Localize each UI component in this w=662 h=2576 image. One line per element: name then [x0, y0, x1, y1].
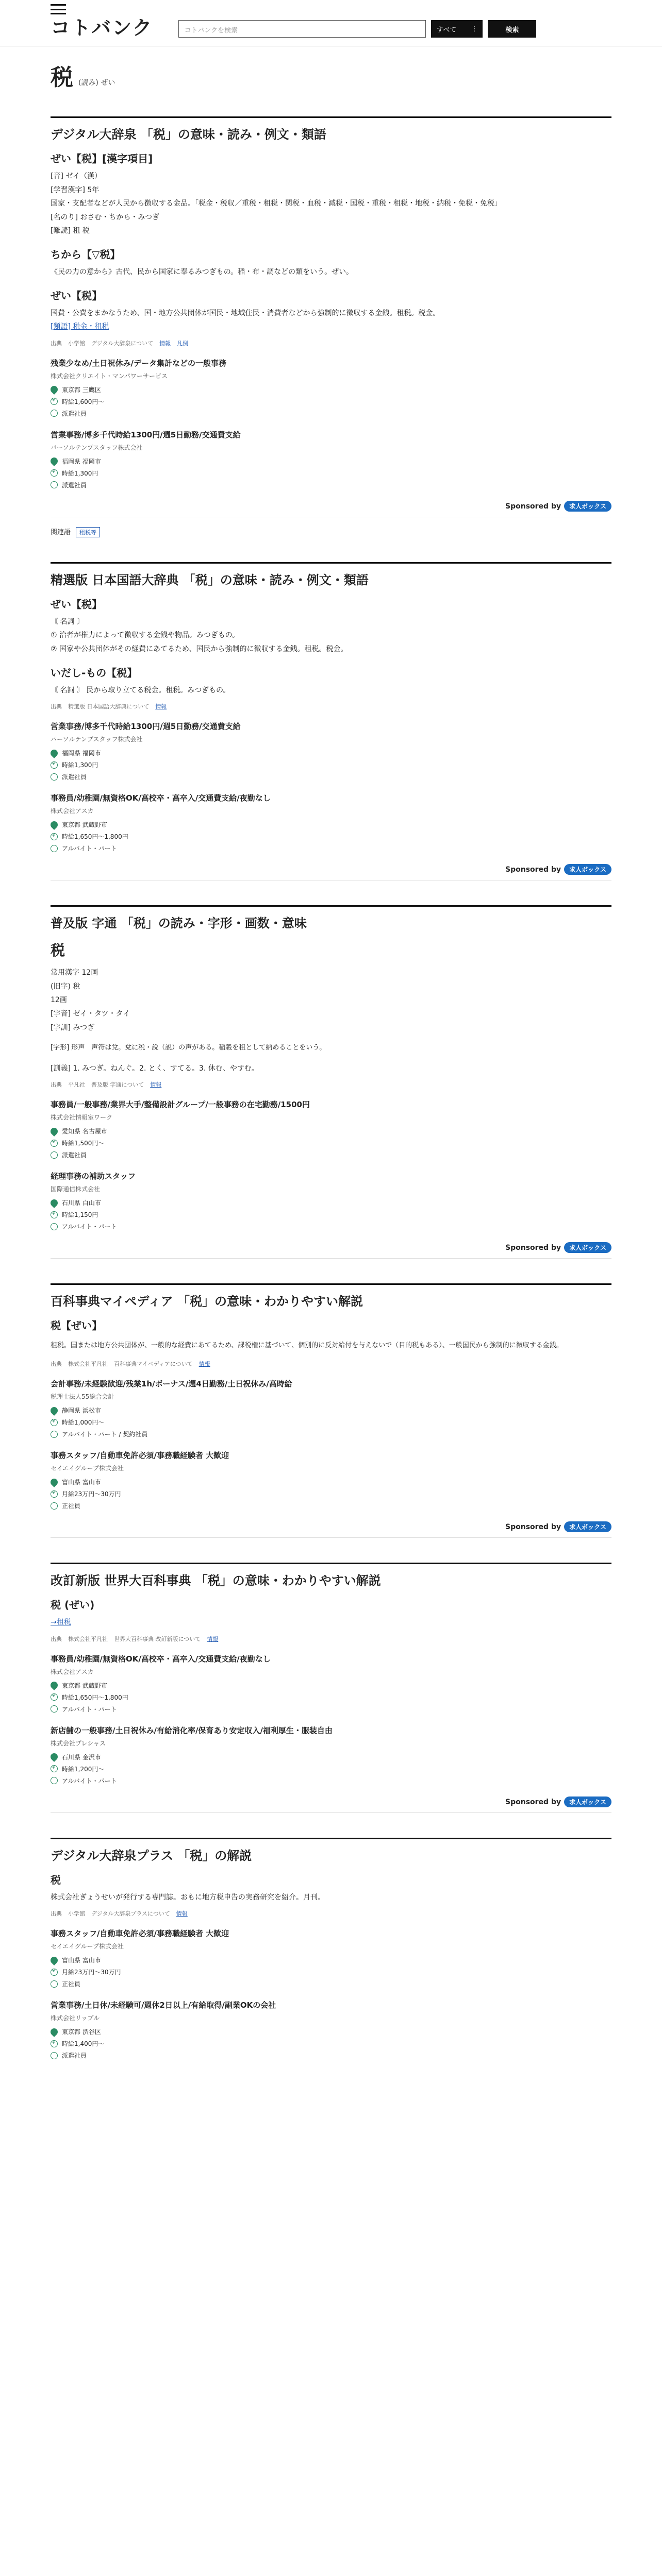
- source-line: 出典 小学館 デジタル大辞泉プラスについて 情報: [51, 1910, 188, 1918]
- location-icon: [49, 1680, 59, 1690]
- yen-icon: [51, 469, 58, 477]
- entry-line: 《民の力の意から》古代、民から国家に奉るみつぎもの。稲・布・調などの類をいう。ぜい。: [51, 267, 354, 276]
- employment-icon: [51, 1431, 58, 1438]
- job-item[interactable]: 事務員/一般事務/業界大手/整備設計グループ/一般事務の在宅勤務/1500円 株式会社情報室ワーク 愛知県 名古屋市 ¥ 時給1,500円〜 派遣社員: [51, 1099, 611, 1159]
- main-content: [0, 59, 662, 2102]
- entry-line: [学習漢字] 5年: [51, 185, 100, 194]
- site-header: [0, 0, 662, 46]
- employment-icon: [51, 2052, 58, 2059]
- job-item[interactable]: 事務員/幼稚園/無資格OK/高校卒・高卒入/交通費支給/夜勤なし 株式会社アスカ 東京都 武蔵野市 ¥ 時給1,650円〜1,800円 アルバイト・パート: [51, 1653, 611, 1714]
- word-reading: (読み) ぜい: [78, 79, 115, 87]
- related-words: 関連語 租税等: [51, 527, 611, 537]
- job-item[interactable]: 会計事務/未経験歓迎/残業1h/ボーナス/週4日勤務/土日祝休み/高時給 税理士法人55総合会計 静岡県 浜松市 ¥ 時給1,000円〜 アルバイト・パート / 契約社員: [51, 1378, 611, 1438]
- job-list: [51, 1099, 611, 1231]
- dict-section: [51, 116, 611, 537]
- dict-section: 精選版 日本国語大辞典 「税」の意味・読み・例文・類語 ぜい【税】 〘 名詞 〙 ① 治者が権力によって徴収する金銭や物品。みつぎもの。 ② 国家や公共団体がその経費にあてるため、国民から強制的に徴収する金銭。租税。税金。 いだし-もの【税】 〘 名詞 〙 民から取り立てる税金。租税。みつぎもの。 出典 精選版 日本国語大辞典について 情報 営業事務/博多千代時給1300円/週5日勤務/交通費支給 パーソルテンプスタッフ株式会社 福岡県 福岡市 ¥ 時給1,300円 派遣社員 事務員/幼稚園/無資格OK/高校卒・高卒入/交通費支給/夜勤なし 株式会社アスカ 東京都 武蔵野市 ¥ 時給1,650円〜1,800円 アルバイト・パート Sponsored by 求人ボックス: [51, 562, 611, 880]
- employment-icon: [51, 1705, 58, 1713]
- location-icon: [49, 456, 59, 466]
- job-item[interactable]: 事務員/幼稚園/無資格OK/高校卒・高卒入/交通費支給/夜勤なし 株式会社アスカ 東京都 武蔵野市 ¥ 時給1,650円〜1,800円 アルバイト・パート: [51, 792, 611, 853]
- entry-heading: 税: [51, 1873, 61, 1886]
- entry-line: [難読] 租 税: [51, 227, 90, 235]
- entry-heading: ぜい【税】: [51, 289, 102, 302]
- entry-line: [音] ゼイ（漢）: [51, 172, 102, 180]
- yen-icon: [51, 2040, 58, 2047]
- dict-title: 改訂新版 世界大百科事典 「税」の意味・わかりやすい解説: [51, 1573, 381, 1588]
- entry-line[interactable]: [類語] 税金・租税: [51, 323, 109, 331]
- job-item[interactable]: 営業事務/博多千代時給1300円/週5日勤務/交通費支給 パーソルテンプスタッフ株式会社 福岡県 福岡市 ¥ 時給1,300円 派遣社員: [51, 429, 611, 489]
- see-also-link[interactable]: →租税: [51, 1618, 71, 1627]
- yen-icon: [51, 833, 58, 840]
- location-icon: [49, 1198, 59, 1208]
- location-icon: [49, 1752, 59, 1762]
- source-line: 出典 株式会社平凡社 世界大百科事典 改訂新版について 情報: [51, 1635, 219, 1642]
- dict-section: デジタル大辞泉プラス 「税」の解説 税 株式会社ぎょうせいが発行する専門誌。おもに地方税申告の実務研究を紹介。月刊。 出典 小学館 デジタル大辞泉プラスについて 情報 事務スタッフ/自動車免許必須/事務職経験者 大歓迎 セイエイグループ株式会社 富山県 富山市 ¥ 月給23万円〜30万円 正社員 営業事務/土日休/未経験可/週休2日以上/有給取得/副業OKの会社 株式会社リップル 東京都 渋谷区 ¥ 時給1,400円〜 派遣社員: [51, 1838, 611, 2060]
- entry-heading: 税【ぜい】: [51, 1319, 102, 1332]
- location-icon: [49, 1477, 59, 1487]
- location-icon: [49, 384, 59, 395]
- job-list: [51, 721, 611, 853]
- sponsor-line[interactable]: Sponsored by 求人ボックス: [51, 1242, 611, 1259]
- menu-icon[interactable]: [51, 4, 66, 14]
- location-icon: [49, 1955, 59, 1965]
- entry-heading: ちから【▽税】: [51, 248, 121, 261]
- source-line: 出典 精選版 日本国語大辞典について 情報: [51, 703, 167, 710]
- employment-icon: [51, 1980, 58, 1988]
- yen-icon: [51, 1211, 58, 1218]
- entry-line: 国家・支配者などが人民から徴収する金品。「税金・税収／重税・租税・関税・血税・減税・国税・重税・租税・地税・納税・免税・免税」: [51, 199, 502, 208]
- dict-section: [51, 1283, 611, 1538]
- job-list: [51, 1653, 611, 1785]
- employment-icon: [51, 481, 58, 488]
- yen-icon: [51, 761, 58, 769]
- dict-section: [51, 1563, 611, 1813]
- employment-icon: [51, 1151, 58, 1159]
- job-list: [51, 358, 611, 489]
- word-heading: [51, 59, 611, 92]
- yen-icon: [51, 1490, 58, 1498]
- job-item[interactable]: 営業事務/博多千代時給1300円/週5日勤務/交通費支給 パーソルテンプスタッフ株式会社 福岡県 福岡市 ¥ 時給1,300円 派遣社員: [51, 721, 611, 781]
- entry-line: 国費・公費をまかなうため、国・地方公共団体が国民・地域住民・消費者などから強制的に徴収する金銭。租税。税金。: [51, 309, 440, 317]
- entry-line: [名のり] おさむ・ちから・みつぎ: [51, 213, 160, 222]
- job-item[interactable]: 残業少なめ/土日祝休み/データ集計などの一般事務 株式会社クリエイト・マンパワーサービス 東京都 三鷹区 ¥ 時給1,600円〜 派遣社員: [51, 358, 611, 418]
- location-icon: [49, 1405, 59, 1416]
- yen-icon: [51, 1693, 58, 1701]
- search-input[interactable]: コトバンクを検索: [178, 20, 426, 38]
- dict-title: デジタル大辞泉 「税」の意味・読み・例文・類語: [51, 127, 326, 142]
- employment-icon: [51, 1223, 58, 1230]
- job-item[interactable]: 事務スタッフ/自動車免許必須/事務職経験者 大歓迎 セイエイグループ株式会社 富山県 富山市 ¥ 月給23万円〜30万円 正社員: [51, 1450, 611, 1510]
- yen-icon: [51, 1419, 58, 1426]
- kanji-paragraph: [字形] 形声 声符は兌。兌に税・説（説）の声がある。稲穀を租として納めることをいう。: [51, 1044, 326, 1052]
- job-item[interactable]: 営業事務/土日休/未経験可/週休2日以上/有給取得/副業OKの会社 株式会社リップル 東京都 渋谷区 ¥ 時給1,400円〜 派遣社員: [51, 1999, 611, 2060]
- yen-icon: [51, 1140, 58, 1147]
- location-icon: [49, 748, 59, 758]
- sponsor-line[interactable]: Sponsored by 求人ボックス: [51, 1521, 611, 1538]
- dict-title: デジタル大辞泉プラス 「税」の解説: [51, 1848, 252, 1863]
- employment-icon: [51, 1502, 58, 1510]
- job-list: [51, 1928, 611, 2060]
- employment-icon: [51, 845, 58, 852]
- related-tag[interactable]: 租税等: [76, 527, 100, 537]
- job-list: [51, 1378, 611, 1510]
- job-item[interactable]: 経理事務の補助スタッフ 国際通信株式会社 石川県 白山市 ¥ 時給1,150円 アルバイト・パート: [51, 1171, 611, 1231]
- source-line: 出典 平凡社 普及版 字通について 情報: [51, 1081, 162, 1089]
- yen-icon: [51, 1969, 58, 1976]
- source-line: 出典 株式会社平凡社 百科事典マイペディアについて 情報: [51, 1361, 210, 1368]
- word-title: 税: [51, 64, 73, 91]
- job-item[interactable]: 新店舗の一般事務/土日祝休み/有給消化率/保育あり安定収入/福利厚生・服装自由 株式会社プレシャス 石川県 金沢市 ¥ 時給1,200円〜 アルバイト・パート: [51, 1725, 611, 1785]
- search-scope-select[interactable]: [431, 20, 483, 38]
- location-icon: [49, 2027, 59, 2037]
- employment-icon: [51, 1777, 58, 1784]
- source-line: 出典 小学館 デジタル大辞泉について 情報 凡例: [51, 340, 189, 347]
- entry-heading: ぜい【税】: [51, 598, 102, 611]
- dict-title: 精選版 日本国語大辞典 「税」の意味・読み・例文・類語: [51, 572, 369, 587]
- sponsor-line[interactable]: Sponsored by 求人ボックス: [51, 1797, 611, 1813]
- dict-section: 普及版 字通 「税」の読み・字形・画数・意味 税 常用漢字 12画 (旧字) 稅 12画 [字音] ゼイ・タツ・タイ [字訓] みつぎ [字形] 形声 声符は兌。兌に税・説（説）の声がある。稲穀を租として納めることをいう。 [訓義] 1. みつぎ。ねんぐ。2. とく、すてる。3. 休む、やすむ。 出典 平凡社 普及版 字通について 情報 事務員/一般事務/業界大手/整備設計グループ/一般事務の在宅勤務/1500円 株式会社情報室ワーク 愛知県 名古屋市 ¥ 時給1,500円〜 派遣社員 経理事務の補助スタッフ 国際通信株式会社 石川県 白山市 ¥ 時給1,150円 アルバイト・パート Sponsored by 求人ボックス: [51, 905, 611, 1259]
- entry-heading: いだし-もの【税】: [51, 666, 138, 679]
- entry-heading: 税 (ぜい): [51, 1599, 95, 1612]
- scope-label: すべて: [436, 26, 457, 34]
- sponsor-line[interactable]: Sponsored by 求人ボックス: [51, 501, 611, 517]
- yen-icon: [51, 1765, 58, 1772]
- dict-title: 普及版 字通 「税」の読み・字形・画数・意味: [51, 916, 307, 931]
- site-logo[interactable]: コトバンク: [51, 16, 153, 39]
- kanji-display: 税: [51, 942, 65, 959]
- employment-icon: [51, 410, 58, 417]
- location-icon: [49, 820, 59, 830]
- location-icon: [49, 1126, 59, 1137]
- entry-heading: ぜい【税】[漢字項目]: [51, 152, 153, 165]
- entry-paragraph: 租税。国または地方公共団体が、一般的な経費にあてるため、課税権に基づいて、個別的に反対給付を与えないで（目的税もある）、一般国民から強制的に徴収する金銭。: [51, 1342, 563, 1350]
- search-button[interactable]: 検索: [488, 20, 536, 38]
- job-item[interactable]: 事務スタッフ/自動車免許必須/事務職経験者 大歓迎 セイエイグループ株式会社 富山県 富山市 ¥ 月給23万円〜30万円 正社員: [51, 1928, 611, 1988]
- dict-title: 百科事典マイペディア 「税」の意味・わかりやすい解説: [51, 1294, 363, 1309]
- scope-caret-icon: ⋮: [471, 25, 478, 33]
- yen-icon: [51, 398, 58, 405]
- sponsor-line[interactable]: Sponsored by 求人ボックス: [51, 864, 611, 880]
- employment-icon: [51, 773, 58, 781]
